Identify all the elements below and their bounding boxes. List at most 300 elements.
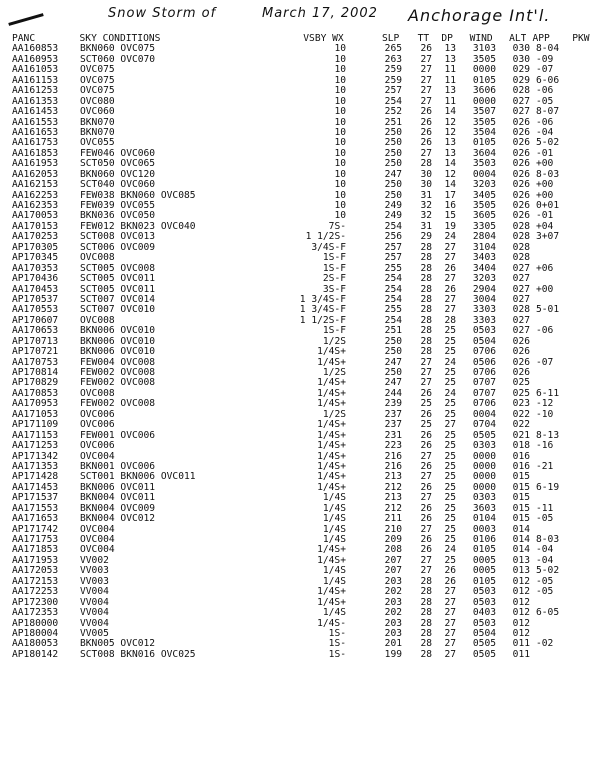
cell-tt: 28: [420, 274, 432, 285]
cell-sky: VV004: [80, 618, 109, 629]
cell-app: [530, 347, 576, 357]
cell-tt: 32: [420, 201, 432, 211]
cell-app: -04: [536, 127, 554, 138]
cell-sky: FEW012 BKN023 OVC040: [80, 221, 196, 232]
cell-id: AP180004: [12, 628, 59, 639]
table-row: [12, 514, 600, 524]
cell-app: -21: [536, 461, 554, 472]
cell-app: [530, 295, 576, 305]
cell-vis: 7S-: [328, 221, 346, 232]
cell-wind: 0505: [472, 430, 496, 441]
table-row: [12, 222, 600, 232]
cell-tt: 27: [420, 368, 432, 378]
cell-dp: 26: [444, 263, 456, 274]
cell-app: 8-03: [536, 535, 560, 545]
cell-tt: 26: [420, 44, 432, 55]
table-row: [12, 452, 600, 462]
cell-sky: SCT008 BKN016 OVC025: [80, 649, 196, 660]
cell-tt: 28: [420, 159, 432, 170]
cell-slp: 259: [384, 65, 402, 76]
cell-wind: 0503: [472, 597, 496, 608]
cell-tt: 26: [420, 388, 432, 399]
cell-id: AP171537: [12, 493, 59, 504]
cell-sky: SCT007 OVC014: [80, 294, 156, 305]
cell-sky: OVC075: [80, 86, 115, 97]
header-visibility: VSBY WX: [303, 34, 344, 44]
cell-id: AA170753: [12, 357, 59, 368]
cell-wind: 3603: [472, 503, 496, 514]
cell-tt: 30: [420, 180, 432, 191]
cell-dp: 25: [444, 555, 456, 566]
cell-vis: 1 3/4S-F: [299, 305, 346, 316]
table-row: [12, 608, 600, 618]
cell-slp: 239: [384, 399, 402, 410]
cell-app: 0+01: [536, 201, 560, 211]
pen-dash-mark: [8, 13, 43, 26]
cell-sky: OVC006: [80, 441, 115, 452]
cell-dp: 27: [444, 597, 456, 608]
cell-sky: BKN001 OVC006: [80, 461, 156, 472]
cell-wind: 0005: [472, 555, 496, 566]
cell-wind: 2804: [472, 232, 496, 243]
cell-dp: 17: [444, 190, 456, 201]
cell-dp: 13: [444, 86, 456, 97]
cell-id: AA170153: [12, 221, 59, 232]
cell-vis: 1S-: [328, 628, 346, 639]
table-row: [12, 368, 600, 378]
cell-dp: 12: [444, 117, 456, 128]
header-pkw: PKW: [572, 34, 590, 44]
cell-sky: OVC004: [80, 545, 115, 556]
cell-app: [530, 452, 576, 462]
cell-wind: 0000: [472, 451, 496, 462]
cell-sky: FEW004 OVC008: [80, 357, 156, 368]
cell-sky: SCT005 OVC008: [80, 263, 156, 274]
cell-tt: 28: [420, 639, 432, 650]
cell-sky: BKN006 OVC010: [80, 347, 156, 358]
cell-alt: 027: [512, 274, 530, 285]
cell-wind: 3004: [472, 294, 496, 305]
cell-sky: BKN070: [80, 117, 115, 128]
cell-app: -04: [536, 545, 554, 556]
cell-tt: 26: [420, 430, 432, 441]
cell-app: -06: [536, 86, 554, 97]
cell-tt: 26: [420, 107, 432, 118]
cell-alt: 028: [512, 86, 530, 97]
cell-id: AP170721: [12, 347, 59, 358]
cell-slp: 255: [384, 305, 402, 316]
cell-dp: 16: [444, 201, 456, 211]
cell-app: -05: [536, 576, 554, 587]
cell-wind: 0000: [472, 96, 496, 107]
cell-wind: 0004: [472, 169, 496, 180]
cell-id: AA171053: [12, 409, 59, 420]
cell-sky: SCT006 OVC009: [80, 242, 156, 253]
table-row: [12, 525, 600, 535]
cell-alt: 023: [512, 399, 530, 410]
cell-tt: 28: [420, 284, 432, 295]
cell-dp: 11: [444, 75, 456, 86]
cell-tt: 28: [420, 597, 432, 608]
table-row: [12, 76, 600, 86]
cell-id: AA170953: [12, 399, 59, 410]
table-row: [12, 462, 600, 472]
cell-alt: 030: [512, 54, 530, 65]
table-row: [12, 378, 600, 388]
cell-tt: 27: [420, 555, 432, 566]
cell-alt: 015: [512, 503, 530, 514]
cell-dp: 28: [444, 315, 456, 326]
cell-wind: 0106: [472, 535, 496, 545]
cell-sky: VV002: [80, 555, 109, 566]
cell-slp: 250: [384, 148, 402, 159]
table-row: [12, 159, 600, 169]
cell-vis: 1/4S+: [317, 420, 346, 431]
cell-dp: 27: [444, 649, 456, 660]
cell-tt: 28: [420, 608, 432, 619]
cell-app: 8-07: [536, 107, 560, 118]
cell-tt: 29: [420, 232, 432, 243]
cell-slp: 265: [384, 44, 402, 55]
cell-app: 5-02: [536, 138, 560, 149]
cell-app: -05: [536, 96, 554, 107]
cell-slp: 250: [384, 127, 402, 138]
cell-dp: 12: [444, 127, 456, 138]
cell-slp: 250: [384, 347, 402, 358]
table-row: [12, 316, 600, 326]
cell-id: AP170436: [12, 274, 59, 285]
cell-tt: 32: [420, 211, 432, 222]
cell-slp: 213: [384, 493, 402, 504]
cell-alt: 026: [512, 211, 530, 222]
cell-dp: 27: [444, 587, 456, 598]
cell-alt: 027: [512, 263, 530, 274]
cell-tt: 27: [420, 75, 432, 86]
cell-dp: 27: [444, 242, 456, 253]
table-row: [12, 305, 600, 315]
cell-dp: 14: [444, 107, 456, 118]
cell-id: AA161853: [12, 148, 59, 159]
cell-slp: 210: [384, 524, 402, 535]
cell-id: AA161153: [12, 75, 59, 86]
cell-id: AA161653: [12, 127, 59, 138]
cell-vis: 1/4S-: [317, 618, 346, 629]
cell-dp: 25: [444, 514, 456, 525]
cell-tt: 27: [420, 54, 432, 65]
cell-vis: 1/4S: [322, 535, 346, 545]
cell-sky: SCT005 OVC011: [80, 274, 156, 285]
cell-dp: 24: [444, 545, 456, 556]
header-station: PANC: [12, 34, 36, 44]
cell-alt: 026: [512, 180, 530, 191]
table-row: [12, 410, 600, 420]
cell-sky: FEW002 OVC008: [80, 378, 156, 389]
cell-vis: 1/4S+: [317, 378, 346, 389]
cell-app: [530, 472, 576, 482]
cell-alt: 026: [512, 117, 530, 128]
cell-alt: 026: [512, 368, 530, 378]
cell-dp: 25: [444, 347, 456, 358]
handwritten-place: Anchorage Int'l.: [408, 6, 551, 25]
cell-vis: 1/4S: [322, 566, 346, 577]
table-row: [12, 545, 600, 555]
table-row: [12, 577, 600, 587]
cell-tt: 27: [420, 65, 432, 76]
cell-slp: 250: [384, 180, 402, 191]
cell-slp: 203: [384, 597, 402, 608]
cell-app: +00: [536, 284, 554, 295]
cell-alt: 012: [512, 576, 530, 587]
cell-slp: 216: [384, 461, 402, 472]
cell-vis: 10: [334, 54, 346, 65]
cell-id: AA170853: [12, 388, 59, 399]
cell-slp: 257: [384, 86, 402, 97]
cell-tt: 27: [420, 524, 432, 535]
cell-sky: VV004: [80, 587, 109, 598]
cell-wind: 3604: [472, 148, 496, 159]
cell-vis: 10: [334, 169, 346, 180]
cell-app: -07: [536, 65, 554, 76]
cell-slp: 250: [384, 336, 402, 347]
cell-tt: 27: [420, 148, 432, 159]
cell-slp: 212: [384, 503, 402, 514]
cell-vis: 1/4S+: [317, 555, 346, 566]
cell-dp: 25: [444, 378, 456, 389]
cell-tt: 30: [420, 169, 432, 180]
cell-id: AP180142: [12, 649, 59, 660]
cell-vis: 1 1/2S-: [305, 232, 346, 243]
cell-vis: 2S-F: [322, 274, 346, 285]
cell-alt: 027: [512, 326, 530, 337]
cell-wind: 0706: [472, 399, 496, 410]
header-sky: SKY CONDITIONS: [79, 34, 161, 44]
cell-wind: 0505: [472, 639, 496, 650]
cell-slp: 254: [384, 221, 402, 232]
cell-sky: BKN036 OVC050: [80, 211, 156, 222]
cell-slp: 237: [384, 409, 402, 420]
cell-wind: 0706: [472, 347, 496, 358]
cell-id: AA171853: [12, 545, 59, 556]
cell-tt: 28: [420, 294, 432, 305]
cell-id: AP170713: [12, 336, 59, 347]
cell-tt: 26: [420, 409, 432, 420]
cell-id: AA171953: [12, 555, 59, 566]
cell-tt: 28: [420, 326, 432, 337]
cell-sky: SCT007 OVC010: [80, 305, 156, 316]
cell-tt: 28: [420, 347, 432, 358]
cell-id: AA170353: [12, 263, 59, 274]
cell-tt: 31: [420, 221, 432, 232]
cell-app: [530, 525, 576, 535]
cell-sky: OVC004: [80, 535, 115, 545]
cell-app: +06: [536, 263, 554, 274]
cell-sky: BKN005 OVC012: [80, 639, 156, 650]
cell-alt: 027: [512, 96, 530, 107]
cell-id: AP170814: [12, 368, 59, 378]
cell-slp: 254: [384, 315, 402, 326]
cell-vis: 1 3/4S-F: [299, 294, 346, 305]
cell-dp: 25: [444, 451, 456, 462]
cell-tt: 26: [420, 482, 432, 493]
table-row: [12, 472, 600, 482]
cell-alt: 025: [512, 378, 530, 389]
cell-wind: 3303: [472, 305, 496, 316]
cell-id: AA180053: [12, 639, 59, 650]
cell-tt: 26: [420, 545, 432, 556]
cell-slp: 259: [384, 75, 402, 86]
table-row: [12, 389, 600, 399]
cell-dp: 25: [444, 336, 456, 347]
cell-tt: 28: [420, 315, 432, 326]
cell-slp: 254: [384, 96, 402, 107]
cell-slp: 211: [384, 514, 402, 525]
cell-alt: 012: [512, 628, 530, 639]
cell-sky: OVC006: [80, 409, 115, 420]
cell-wind: 0704: [472, 420, 496, 431]
cell-app: 6-06: [536, 75, 560, 86]
cell-slp: 202: [384, 587, 402, 598]
cell-sky: SCT040 OVC060: [80, 180, 156, 191]
cell-app: -10: [536, 409, 554, 420]
cell-id: AA170053: [12, 211, 59, 222]
cell-id: AA171553: [12, 503, 59, 514]
table-row: [12, 274, 600, 284]
cell-vis: 1/4S+: [317, 461, 346, 472]
cell-slp: 207: [384, 555, 402, 566]
cell-dp: 27: [444, 639, 456, 650]
cell-slp: 223: [384, 441, 402, 452]
cell-sky: OVC004: [80, 451, 115, 462]
cell-dp: 25: [444, 493, 456, 504]
cell-slp: 203: [384, 618, 402, 629]
cell-vis: 10: [334, 190, 346, 201]
cell-vis: 1/4S: [322, 503, 346, 514]
cell-app: [530, 619, 576, 629]
cell-vis: 1S-F: [322, 326, 346, 337]
cell-app: [530, 650, 576, 660]
cell-wind: 3203: [472, 274, 496, 285]
cell-sky: SCT060 OVC070: [80, 54, 156, 65]
cell-alt: 026: [512, 159, 530, 170]
cell-id: AA171653: [12, 514, 59, 525]
cell-dp: 27: [444, 274, 456, 285]
cell-vis: 3S-F: [322, 284, 346, 295]
cell-slp: 208: [384, 545, 402, 556]
cell-slp: 249: [384, 211, 402, 222]
cell-tt: 26: [420, 514, 432, 525]
cell-wind: 0504: [472, 628, 496, 639]
cell-slp: 247: [384, 378, 402, 389]
cell-app: [530, 243, 576, 253]
cell-app: -01: [536, 148, 554, 159]
cell-alt: 030: [512, 44, 530, 55]
table-row: [12, 420, 600, 430]
cell-slp: 254: [384, 294, 402, 305]
cell-vis: 1/4S+: [317, 472, 346, 483]
table-row: [12, 191, 600, 201]
cell-app: 3+07: [536, 232, 560, 243]
cell-wind: 0503: [472, 326, 496, 337]
cell-alt: 022: [512, 409, 530, 420]
cell-id: AA162353: [12, 201, 59, 211]
cell-slp: 207: [384, 566, 402, 577]
cell-app: -11: [536, 503, 554, 514]
cell-dp: 27: [444, 618, 456, 629]
cell-alt: 028: [512, 305, 530, 316]
table-row: [12, 97, 600, 107]
cell-dp: 27: [444, 628, 456, 639]
cell-id: AA170453: [12, 284, 59, 295]
cell-dp: 25: [444, 409, 456, 420]
cell-tt: 26: [420, 461, 432, 472]
cell-sky: FEW039 OVC055: [80, 201, 156, 211]
cell-app: [530, 368, 576, 378]
cell-wind: 0003: [472, 524, 496, 535]
cell-alt: 012: [512, 597, 530, 608]
cell-sky: VV004: [80, 608, 109, 619]
cell-wind: 0000: [472, 461, 496, 472]
cell-alt: 029: [512, 75, 530, 86]
cell-tt: 27: [420, 566, 432, 577]
table-row: [12, 295, 600, 305]
cell-sky: OVC055: [80, 138, 115, 149]
cell-app: [530, 420, 576, 430]
table-row: [12, 243, 600, 253]
cell-alt: 028: [512, 221, 530, 232]
cell-slp: 247: [384, 169, 402, 180]
cell-alt: 015: [512, 482, 530, 493]
cell-wind: 0506: [472, 357, 496, 368]
cell-sky: FEW038 BKN060 OVC085: [80, 190, 196, 201]
cell-alt: 027: [512, 315, 530, 326]
cell-app: +00: [536, 190, 554, 201]
table-row: [12, 44, 600, 54]
cell-tt: 28: [420, 305, 432, 316]
cell-alt: 026: [512, 336, 530, 347]
cell-sky: BKN006 OVC010: [80, 336, 156, 347]
cell-wind: 2904: [472, 284, 496, 295]
cell-wind: 0004: [472, 409, 496, 420]
cell-slp: 251: [384, 326, 402, 337]
cell-dp: 25: [444, 482, 456, 493]
cell-vis: 10: [334, 75, 346, 86]
cell-sky: SCT008 OVC013: [80, 232, 156, 243]
cell-tt: 31: [420, 190, 432, 201]
cell-alt: 026: [512, 190, 530, 201]
table-row: [12, 347, 600, 357]
cell-id: AP171109: [12, 420, 59, 431]
cell-alt: 028: [512, 232, 530, 243]
table-row: [12, 639, 600, 649]
cell-tt: 26: [420, 138, 432, 149]
cell-alt: 026: [512, 127, 530, 138]
table-row: [12, 201, 600, 211]
cell-wind: 0503: [472, 618, 496, 629]
cell-slp: 250: [384, 368, 402, 378]
cell-alt: 015: [512, 472, 530, 483]
cell-id: AA172053: [12, 566, 59, 577]
header-slp: SLP: [382, 34, 400, 44]
cell-tt: 28: [420, 263, 432, 274]
table-row: [12, 493, 600, 503]
cell-sky: VV005: [80, 628, 109, 639]
cell-app: -02: [536, 639, 554, 650]
cell-dp: 11: [444, 65, 456, 76]
cell-wind: 0000: [472, 472, 496, 483]
cell-dp: 24: [444, 232, 456, 243]
cell-dp: 25: [444, 441, 456, 452]
cell-slp: 231: [384, 430, 402, 441]
